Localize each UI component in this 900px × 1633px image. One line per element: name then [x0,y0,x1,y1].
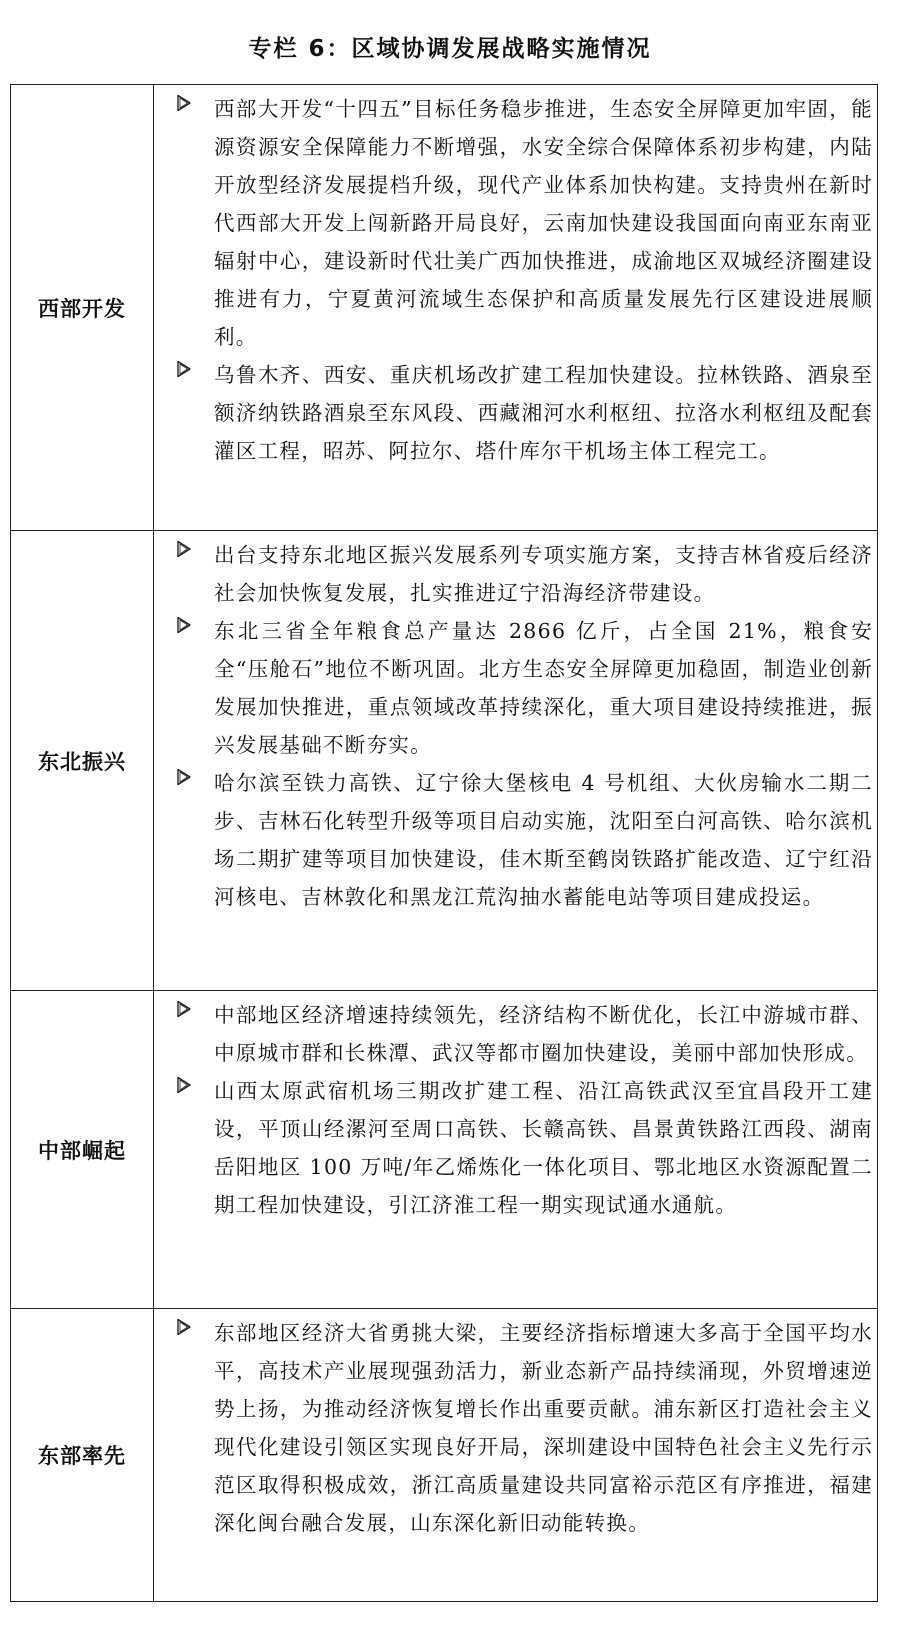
list-item [154,536,873,612]
list-item [154,996,873,1072]
item-text: 东北三省全年粮食总产量达 2866 亿斤，占全国 21%，粮食安全“压舱石”地位不断巩固。北方生态安全屏障更加稳固，制造业创新发展加快推进，重点领域改革持续深化，重大项目建设持续推进，振兴发展基础不断夯实。 [214,619,873,757]
item-text: 哈尔滨至铁力高铁、辽宁徐大堡核电 4 号机组、大伙房输水二期二步、吉林石化转型升级等项目启动实施，沈阳至白河高铁、哈尔滨机场二期扩建等项目加快建设，佳木斯至鹤岗铁路扩能改造、辽宁红沿河核电、吉林敦化和黑龙江荒沟抽水蓄能电站等项目建成投运。 [214,771,873,909]
table-row [11,531,877,991]
list-item [154,764,873,916]
item-text: 中部地区经济增速持续领先，经济结构不断优化，长江中游城市群、中原城市群和长株潭、武汉等都市圈加快建设，美丽中部加快形成。 [214,1003,873,1065]
item-text: 东部地区经济大省勇挑大梁，主要经济指标增速大多高于全国平均水平，高技术产业展现强劲活力，新业态新产品持续涌现，外贸增速逆势上扬，为推动经济恢复增长作出重要贡献。浦东新区打造社会主义现代化建设引领区实现良好开局，深圳建设中国特色社会主义先行示范区取得积极成效，浙江高质量建设共同富裕示范区有序推进，福建深化闽台融合发展，山东深化新旧动能转换。 [214,1321,873,1535]
table-row [11,991,877,1309]
hollow-arrow-right-icon [154,90,214,356]
hollow-arrow-right-icon [154,356,214,470]
hollow-arrow-right-icon [154,1072,214,1224]
list-item [154,1072,873,1224]
table-row [11,85,877,531]
list-item [154,1314,873,1542]
strategy-table [10,84,878,1602]
row-label: 东北振兴 [11,531,154,990]
list-item [154,356,873,470]
hollow-arrow-right-icon [154,536,214,612]
row-content [154,991,877,1308]
row-content [154,531,877,990]
item-text: 西部大开发“十四五”目标任务稳步推进，生态安全屏障更加牢固，能源资源安全保障能力不断增强，水安全综合保障体系初步构建，内陆开放型经济发展提档升级，现代产业体系加快构建。支持贵州在新时代西部大开发上闯新路开局良好，云南加快建设我国面向南亚东南亚辐射中心，建设新时代壮美广西加快推进，成渝地区双城经济圈建设推进有力，宁夏黄河流域生态保护和高质量发展先行区建设进展顺利。 [214,97,873,349]
hollow-arrow-right-icon [154,1314,214,1542]
item-text: 乌鲁木齐、西安、重庆机场改扩建工程加快建设。拉林铁路、酒泉至额济纳铁路酒泉至东风段、西藏湘河水利枢纽、拉洛水利枢纽及配套灌区工程，昭苏、阿拉尔、塔什库尔干机场主体工程完工。 [214,363,873,463]
page-title: 专栏 6：区域协调发展战略实施情况 [248,36,652,62]
hollow-arrow-right-icon [154,612,214,764]
row-label: 东部率先 [11,1309,154,1601]
hollow-arrow-right-icon [154,996,214,1072]
table-row [11,1309,877,1601]
list-item [154,612,873,764]
list-item [154,90,873,356]
item-text: 山西太原武宿机场三期改扩建工程、沿江高铁武汉至宜昌段开工建设，平顶山经漯河至周口高铁、长赣高铁、昌景黄铁路江西段、湖南岳阳地区 100 万吨/年乙烯炼化一体化项目、鄂北地区水资源配置二期工程加快建设，引江济淮工程一期实现试通水通航。 [214,1079,873,1217]
row-label: 西部开发 [11,85,154,530]
hollow-arrow-right-icon [154,764,214,916]
row-label: 中部崛起 [11,991,154,1308]
row-content [154,85,877,530]
item-text: 出台支持东北地区振兴发展系列专项实施方案，支持吉林省疫后经济社会加快恢复发展，扎实推进辽宁沿海经济带建设。 [214,543,873,605]
row-content [154,1309,877,1601]
